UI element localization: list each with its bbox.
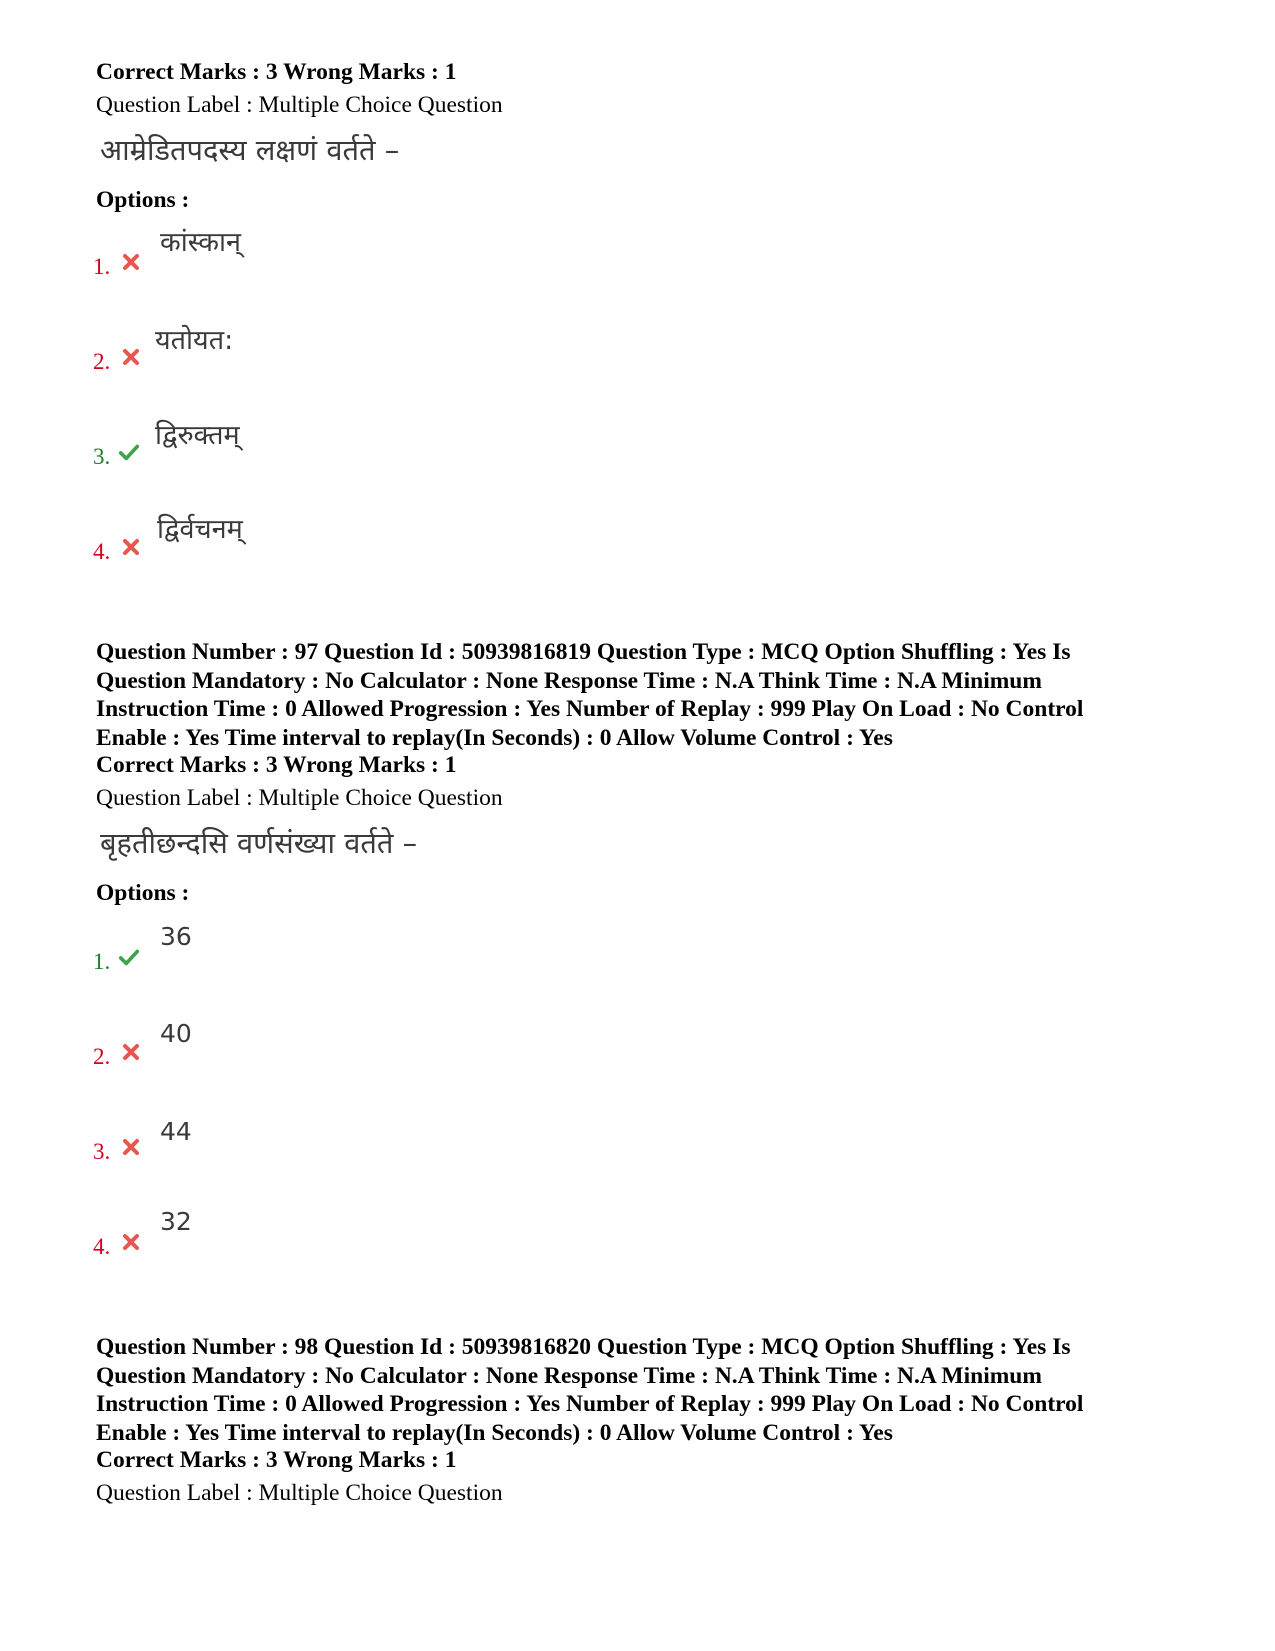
option-number: 2. — [93, 349, 111, 374]
option-number: 2. — [93, 1044, 111, 1069]
q96-label: Question Label : Multiple Choice Question — [96, 92, 503, 118]
q97-label: Question Label : Multiple Choice Question — [96, 785, 503, 811]
q97-option-4-text: 32 — [160, 1207, 192, 1236]
q96-options-heading: Options : — [96, 187, 190, 213]
q96-option-4 — [93, 539, 110, 565]
q98-meta-line: Question Mandatory : No Calculator : None Response Time : N.A Think Time : N.A Minimum — [96, 1362, 1042, 1389]
cross-icon — [120, 1231, 142, 1253]
q98-meta — [96, 1333, 1196, 1447]
q97-question-text: बृहतीछन्दसि वर्णसंख्या वर्तते – — [100, 826, 418, 860]
q97-meta — [96, 638, 1196, 752]
cross-icon — [120, 251, 142, 273]
q97-meta-line: Enable : Yes Time interval to replay(In Seconds) : 0 Allow Volume Control : Yes — [96, 724, 893, 751]
q97-option-4 — [93, 1234, 110, 1260]
q97-meta-line: Question Number : 97 Question Id : 50939816819 Question Type : MCQ Option Shuffling : Yes Is — [96, 639, 1071, 665]
check-icon — [118, 946, 140, 968]
q96-option-4-text: द्विर्वचनम् — [157, 514, 243, 545]
q98-label: Question Label : Multiple Choice Question — [96, 1480, 503, 1506]
q97-marks: Correct Marks : 3 Wrong Marks : 1 — [96, 752, 457, 778]
q97-option-1-text: 36 — [160, 922, 192, 951]
option-number: 1. — [93, 254, 111, 279]
q96-option-1 — [93, 254, 110, 280]
q98-meta-line: Enable : Yes Time interval to replay(In Seconds) : 0 Allow Volume Control : Yes — [96, 1419, 893, 1446]
check-icon — [118, 441, 140, 463]
q97-options-heading: Options : — [96, 880, 190, 906]
cross-icon — [120, 346, 142, 368]
q97-option-2 — [93, 1044, 110, 1070]
cross-icon — [120, 1041, 142, 1063]
q97-option-3-text: 44 — [160, 1117, 192, 1146]
option-number: 4. — [93, 539, 111, 564]
option-number: 1. — [93, 949, 111, 974]
option-number: 3. — [93, 1139, 111, 1164]
q96-option-3 — [93, 444, 110, 470]
q98-meta-line: Instruction Time : 0 Allowed Progression : Yes Number of Replay : 999 Play On Load : No Control — [96, 1391, 1084, 1417]
q96-marks: Correct Marks : 3 Wrong Marks : 1 — [96, 59, 457, 85]
q98-marks: Correct Marks : 3 Wrong Marks : 1 — [96, 1447, 457, 1473]
q96-option-1-text: कांस्कान् — [160, 227, 241, 258]
cross-icon — [120, 1136, 142, 1158]
option-number: 3. — [93, 444, 111, 469]
q96-question-text: आम्रेडितपदस्य लक्षणं वर्तते – — [100, 133, 400, 167]
q98-meta-line: Question Number : 98 Question Id : 50939816820 Question Type : MCQ Option Shuffling : Yes Is — [96, 1334, 1071, 1360]
q96-option-2-text: यतोयत: — [155, 325, 234, 356]
q96-option-2 — [93, 349, 110, 375]
q97-meta-line: Question Mandatory : No Calculator : None Response Time : N.A Think Time : N.A Minimum — [96, 667, 1042, 694]
q97-option-2-text: 40 — [160, 1019, 192, 1048]
option-number: 4. — [93, 1234, 111, 1259]
q97-meta-line: Instruction Time : 0 Allowed Progression : Yes Number of Replay : 999 Play On Load : No Control — [96, 696, 1084, 722]
cross-icon — [120, 536, 142, 558]
q96-option-3-text: द्विरुक्तम् — [155, 420, 240, 451]
q97-option-3 — [93, 1139, 110, 1165]
q97-option-1 — [93, 949, 110, 975]
